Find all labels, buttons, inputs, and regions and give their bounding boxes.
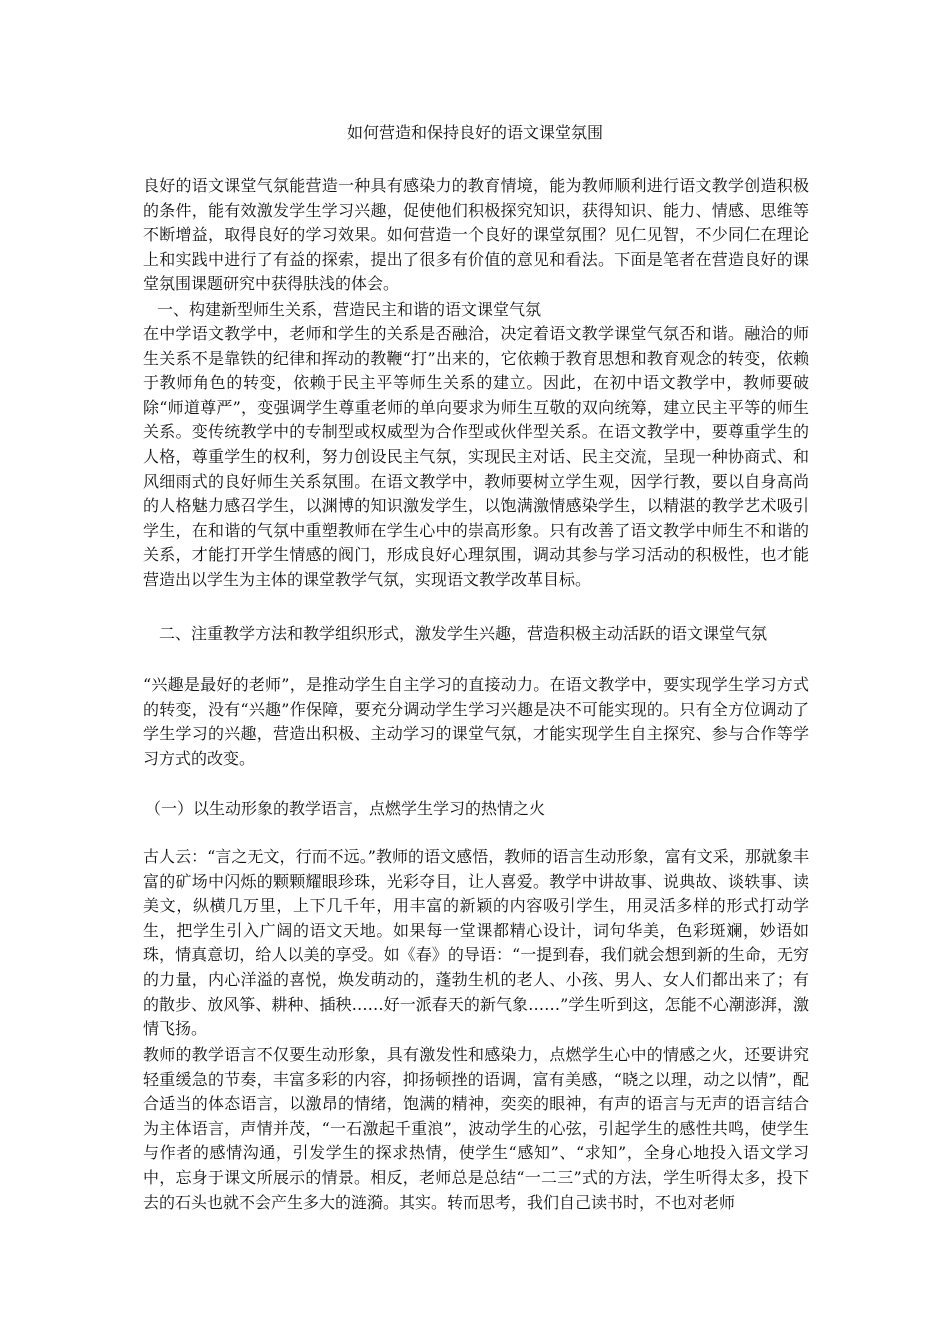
subsection1-paragraph-2: 教师的教学语言不仅要生动形象，具有激发性和感染力，点燃学生心中的情感之火，还要讲究轻重缓急的节奏，丰富多彩的内容，抑扬顿挫的语调，富有美感，“晓之以理，动之以情”，配合适当的体态语言，以激昂的情绪，饱满的精神，奕奕的眼神，有声的语言与无声的语言结合为主体语言，声情并茂，“一石激起千重浪”，波动学生的心弦，引起学生的感性共鸣，使学生与作者的感情沟通，引发学生的探求热情，使学生“感知”、“求知”，全身心地投入语文学习中，忘身于课文所展示的情景。相反，老师总是总结“一二三”式的方法，学生听得太多，投下去的石头也就不会产生多大的涟漪。其实。转而思考，我们自己读书时，不也对老师 — [143, 1045, 809, 1212]
document-title: 如何营造和保持良好的语文课堂氛围 — [346, 123, 603, 142]
section1-heading: 一、构建新型师生关系，营造民主和谐的语文课堂气氛 — [157, 300, 542, 319]
subsection1-heading: （一）以生动形象的教学语言，点燃学生学习的热情之火 — [145, 799, 546, 818]
intro-paragraph: 良好的语文课堂气氛能营造一种具有感染力的教育情境，能为教师顺利进行语文教学创造积极的条件，能有效激发学生学习兴趣，促使他们积极探究知识，获得知识、能力、情感、思维等不断增益，取得良好的学习效果。如何营造一个良好的课堂氛围？见仁见智，不少同仁在理论上和实践中进行了有益的探索，提出了很多有价值的意见和看法。下面是笔者在营造良好的课堂氛围课题研究中获得肤浅的体会。 — [143, 176, 809, 294]
subsection1-paragraph-1: 古人云：“言之无文，行而不远。”教师的语文感悟，教师的语言生动形象，富有文采，那就象丰富的矿场中闪烁的颗颗耀眼珍珠，光彩夺目，让人喜爱。教学中讲故事、说典故、谈轶事、读美文，纵横几万里，上下几千年，用丰富的新颖的内容吸引学生，用灵活多样的形式打动学生，把学生引入广阔的语文天地。如果每一堂课都精心设计，词句华美，色彩斑斓，妙语如珠，情真意切，给人以美的享受。如《春》的导语：“一提到春，我们就会想到新的生命，无穷的力量，内心洋溢的喜悦，焕发萌动的，蓬勃生机的老人、小孩、男人、女人们都出来了；有的散步、放风筝、耕种、插秧……好一派春天的新气象……”学生听到这，怎能不心潮澎湃，激情飞扬。 — [143, 847, 809, 1039]
section1-paragraph: 在中学语文教学中，老师和学生的关系是否融洽，决定着语文教学课堂气氛否和谐。融洽的师生关系不是靠铁的纪律和挥动的教鞭“打”出来的，它依赖于教育思想和教育观念的转变，依赖于教师角色的转变，依赖于民主平等师生关系的建立。因此，在初中语文教学中，教师要破除“师道尊严”，变强调学生尊重老师的单向要求为师生互敬的双向统筹，建立民主平等的师生关系。变传统教学中的专制型或权威型为合作型或伙伴型关系。在语文教学中，要尊重学生的人格，尊重学生的权利，努力创设民主气氛，实现民主对话、民主交流，呈现一种协商式、和风细雨式的良好师生关系氛围。在语文教学中，教师要树立学生观，因学行教，要以自身高尚的人格魅力感召学生，以渊博的知识激发学生，以饱满激情感染学生，以精湛的教学艺术吸引学生，在和谐的气氛中重塑教师在学生心中的崇高形象。只有改善了语文教学中师生不和谐的关系，才能打开学生情感的阀门，形成良好心理氛围，调动其参与学习活动的积极性，也才能营造出以学生为主体的课堂教学气氛，实现语文教学改革目标。 — [143, 324, 809, 589]
section2-paragraph: “兴趣是最好的老师”，是推动学生自主学习的直接动力。在语文教学中，要实现学生学习方式的转变，没有“兴趣”作保障，要充分调动学生学习兴趣是决不可能实现的。只有全方位调动了学生学习的兴趣，营造出积极、主动学习的课堂气氛，才能实现学生自主探究、参与合作等学习方式的改变。 — [143, 675, 809, 768]
section2-heading: 二、注重教学方法和教学组织形式，激发学生兴趣，营造积极主动活跃的语文课堂气氛 — [159, 624, 768, 643]
